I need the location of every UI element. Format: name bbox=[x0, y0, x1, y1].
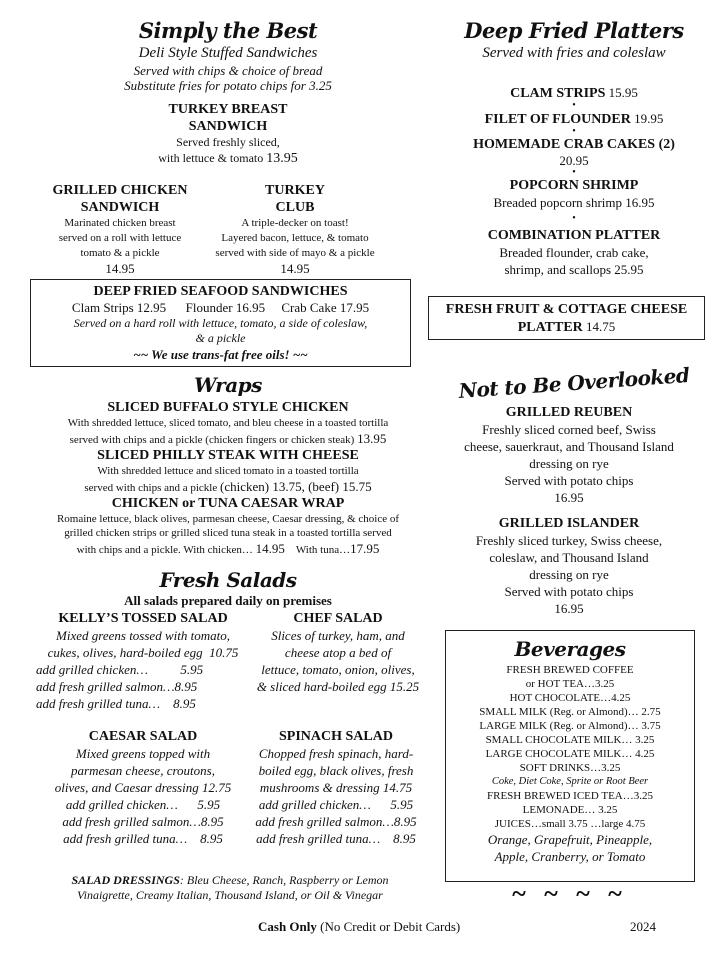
item-price: 14.95 bbox=[105, 261, 135, 276]
salad-caesar bbox=[28, 728, 258, 847]
beverage-line: JUICES…small 3.75 …large 4.75 bbox=[494, 818, 646, 830]
item-description: dressing on rye bbox=[529, 567, 609, 582]
item-desc-price-line bbox=[22, 540, 434, 559]
item-price: 14.95 bbox=[280, 261, 310, 276]
add-on-line: add grilled chicken… 5.95 bbox=[65, 797, 221, 812]
item-name: FRESH FRUIT & COTTAGE CHEESE bbox=[445, 302, 688, 317]
item-name: SPINACH SALAD bbox=[279, 729, 393, 744]
seafood-sandwiches-box bbox=[30, 279, 411, 367]
item-description: Freshly sliced turkey, Swiss cheese, bbox=[475, 533, 663, 548]
beverage-line: LEMONADE… 3.25 bbox=[522, 804, 618, 816]
item-price: (chicken) 13.75, (beef) 15.75 bbox=[220, 479, 372, 494]
item-name: GRILLED CHICKEN bbox=[52, 183, 188, 198]
item-description: Served with potato chips bbox=[504, 473, 634, 488]
item-description: Romaine lettuce, black olives, parmesan cheese, Caesar dressing, & choice of bbox=[56, 513, 400, 525]
item-description: tomato & a pickle bbox=[80, 247, 160, 259]
item-description: Mixed greens topped with bbox=[75, 746, 211, 761]
item-name: SANDWICH bbox=[188, 119, 268, 134]
simply-the-best-title: Simply the Best bbox=[138, 18, 318, 43]
cash-only-detail: (No Credit or Debit Cards) bbox=[316, 919, 461, 934]
item-description: With tuna… bbox=[295, 544, 351, 556]
item-description: lettuce, tomato, onion, olives, bbox=[261, 662, 415, 677]
item-price: 19.95 bbox=[634, 111, 664, 126]
beverage-line: SOFT DRINKS…3.25 bbox=[519, 762, 621, 774]
platter-crab-cakes bbox=[440, 136, 708, 169]
dressings-line bbox=[20, 873, 440, 888]
salad-dressings bbox=[20, 873, 440, 903]
beverage-line: FRESH BREWED ICED TEA…3.25 bbox=[486, 790, 654, 802]
item-description: Mixed greens tossed with tomato, bbox=[56, 628, 230, 643]
beverage-line: or HOT TEA…3.25 bbox=[525, 678, 615, 690]
item-description: Freshly sliced corned beef, Swiss bbox=[482, 422, 656, 437]
add-on-line: add fresh grilled tuna… 8.95 bbox=[63, 831, 223, 846]
add-on-line: add fresh grilled salmon…8.95 bbox=[62, 814, 224, 829]
item-name: POPCORN SHRIMP bbox=[509, 178, 639, 193]
item-description: Layered bacon, lettuce, & tomato bbox=[221, 232, 369, 244]
separator-dot: • bbox=[572, 100, 576, 111]
deep-fried-platters-section bbox=[440, 18, 708, 63]
item-price: 13.95 bbox=[357, 431, 387, 446]
fresh-salads-section bbox=[28, 567, 428, 609]
item-description: grilled chicken strips or grilled sliced tuna steak in a toasted tortilla served bbox=[64, 527, 392, 539]
menu-year: 2024 bbox=[630, 919, 656, 934]
item-description: served on a roll with lettuce bbox=[58, 232, 182, 244]
platter-popcorn-shrimp bbox=[440, 177, 708, 211]
item-name: SANDWICH bbox=[80, 200, 160, 215]
wrap-philly bbox=[28, 447, 428, 496]
separator-dot: • bbox=[572, 213, 576, 224]
salad-kellys-tossed bbox=[28, 610, 258, 712]
seafood-box-title: DEEP FRIED SEAFOOD SANDWICHES bbox=[93, 284, 348, 299]
dressings-label: SALAD DRESSINGS bbox=[71, 873, 180, 887]
item-desc-price-line bbox=[440, 261, 708, 278]
item-price: 25.95 bbox=[614, 262, 644, 277]
item-description: dressing on rye bbox=[529, 456, 609, 471]
beverage-line: FRESH BREWED COFFEE bbox=[506, 664, 634, 676]
item-price: 16.95 bbox=[554, 490, 584, 505]
item-desc-price-line bbox=[28, 431, 428, 448]
platter-combination bbox=[440, 227, 708, 278]
not-to-be-overlooked-title: Not to Be Overlooked bbox=[457, 362, 691, 404]
item-description: cheese, sauerkraut, and Thousand Island bbox=[464, 439, 674, 454]
item-name: SLICED PHILLY STEAK WITH CHEESE bbox=[97, 448, 359, 463]
item-name: KELLY’S TOSSED SALAD bbox=[58, 611, 228, 626]
beverages-title: Beverages bbox=[514, 637, 626, 661]
simply-note-fries: Substitute fries for potato chips for 3.25 bbox=[124, 78, 332, 93]
item-name: HOMEMADE CRAB CAKES (2) bbox=[473, 137, 675, 152]
item-desc-price-line bbox=[28, 479, 428, 496]
item-description: cukes, olives, hard-boiled egg 10.75 bbox=[47, 645, 239, 660]
dressings-list: : Bleu Cheese, Ranch, Raspberry or Lemon bbox=[179, 873, 389, 887]
item-name: CAESAR SALAD bbox=[88, 729, 198, 744]
item-description: parmesan cheese, croutons, bbox=[71, 763, 215, 778]
item-price: 17.95 bbox=[350, 541, 380, 556]
item-description: with lettuce & tomato bbox=[158, 151, 264, 165]
item-name: SLICED BUFFALO STYLE CHICKEN bbox=[107, 400, 349, 415]
beverage-line: SMALL CHOCOLATE MILK… 3.25 bbox=[485, 734, 655, 746]
item-name: CLAM STRIPS bbox=[510, 86, 606, 101]
separator-dot: • bbox=[572, 167, 576, 178]
item-description: served with side of mayo & a pickle bbox=[215, 247, 375, 259]
item-desc-price-line bbox=[440, 194, 708, 211]
salad-spinach bbox=[236, 728, 436, 847]
platters-subtitle: Served with fries and coleslaw bbox=[482, 45, 666, 61]
beverage-line: HOT CHOCOLATE…4.25 bbox=[509, 692, 631, 704]
separator-dot: • bbox=[572, 126, 576, 137]
item-description: Marinated chicken breast bbox=[64, 217, 176, 229]
item-description: shrimp, and scallops bbox=[504, 262, 611, 277]
juice-options: Apple, Cranberry, or Tomato bbox=[494, 849, 646, 864]
dressings-list: Vinaigrette, Creamy Italian, Thousand Island, or Oil & Vinegar bbox=[77, 888, 383, 902]
seafood-box-description: & a pickle bbox=[195, 331, 246, 345]
item-price: 15.95 bbox=[608, 85, 638, 100]
item-description: Breaded flounder, crab cake, bbox=[499, 245, 649, 260]
item-description: With shredded lettuce and sliced tomato in a toasted tortilla bbox=[97, 465, 359, 477]
item-description: & sliced hard-boiled egg 15.25 bbox=[256, 679, 420, 694]
item-price: 16.95 bbox=[554, 601, 584, 616]
soda-options: Coke, Diet Coke, Sprite or Root Beer bbox=[491, 776, 649, 787]
item-name: TURKEY BREAST bbox=[168, 102, 288, 117]
simply-subtitle: Deli Style Stuffed Sandwiches bbox=[138, 45, 318, 61]
fresh-salads-title: Fresh Salads bbox=[159, 568, 297, 592]
item-description: mushrooms & dressing 14.75 bbox=[259, 780, 413, 795]
item-description: served with chips and a pickle bbox=[84, 482, 218, 494]
item-description: A triple-decker on toast! bbox=[241, 217, 349, 229]
wrap-buffalo bbox=[28, 399, 428, 448]
beverage-line: SMALL MILK (Reg. or Almond)… 2.75 bbox=[479, 706, 661, 718]
simply-the-best-section bbox=[28, 18, 428, 93]
add-on-line: add grilled chicken… 5.95 bbox=[258, 797, 414, 812]
item-description: Served freshly sliced, bbox=[176, 135, 280, 149]
item-name: FILET OF FLOUNDER bbox=[484, 112, 631, 127]
salad-chef bbox=[232, 610, 444, 695]
item-price: 16.95 bbox=[625, 195, 655, 210]
simply-note-bread: Served with chips & choice of bread bbox=[133, 63, 323, 78]
item-description: Chopped fresh spinach, hard- bbox=[258, 746, 414, 761]
beverage-list bbox=[446, 663, 694, 831]
menu-item-grilled-reuben bbox=[440, 404, 698, 506]
trans-fat-notice: ~~ We use trans-fat free oils! ~~ bbox=[133, 347, 308, 362]
wrap-caesar bbox=[22, 495, 434, 559]
menu-item-turkey-club bbox=[200, 182, 390, 276]
add-on-line: add fresh grilled salmon…8.95 bbox=[36, 679, 198, 694]
item-price: 14.95 bbox=[255, 541, 285, 556]
seafood-box-items: Clam Strips 12.95 Flounder 16.95 Crab Cake 17.95 bbox=[71, 300, 370, 315]
item-name: PLATTER bbox=[517, 320, 583, 335]
item-name: CHEF SALAD bbox=[293, 611, 383, 626]
wraps-section bbox=[28, 373, 428, 398]
menu-item-grilled-chicken bbox=[30, 182, 210, 276]
menu-item-turkey-breast bbox=[28, 101, 428, 167]
item-desc-price-line bbox=[28, 150, 428, 167]
item-name: CLUB bbox=[275, 200, 315, 215]
beverages-box bbox=[445, 630, 695, 882]
item-description: coleslaw, and Thousand Island bbox=[489, 550, 649, 565]
item-description: With shredded lettuce, sliced tomato, and bleu cheese in a toasted tortilla bbox=[67, 417, 389, 429]
item-price: 20.95 bbox=[559, 153, 589, 168]
cash-only-label: Cash Only bbox=[258, 919, 317, 934]
item-name: COMBINATION PLATTER bbox=[487, 228, 661, 243]
wraps-title: Wraps bbox=[194, 373, 262, 397]
decorative-tilde: ~ ~ ~ ~ bbox=[512, 879, 628, 908]
item-description: served with chips and a pickle (chicken fingers or chicken steak) bbox=[69, 434, 355, 446]
item-price: 13.95 bbox=[266, 151, 298, 166]
item-description: olives, and Caesar dressing 12.75 bbox=[54, 780, 232, 795]
item-price: 14.75 bbox=[586, 319, 616, 334]
item-description: cheese atop a bed of bbox=[284, 645, 392, 660]
item-description: boiled egg, black olives, fresh bbox=[258, 763, 414, 778]
add-on-line: add grilled chicken… 5.95 bbox=[36, 662, 204, 677]
item-name: CHICKEN or TUNA CAESAR WRAP bbox=[111, 496, 345, 511]
deep-fried-platters-title: Deep Fried Platters bbox=[464, 18, 684, 43]
item-name: GRILLED REUBEN bbox=[505, 405, 633, 420]
item-name: TURKEY bbox=[265, 183, 325, 198]
seafood-box-description: Served on a hard roll with lettuce, tomato, a side of coleslaw, bbox=[73, 316, 368, 330]
fruit-platter-box bbox=[428, 296, 705, 340]
menu-item-grilled-islander bbox=[440, 515, 698, 617]
payment-note bbox=[258, 918, 460, 935]
add-on-line: add fresh grilled tuna… 8.95 bbox=[256, 831, 416, 846]
item-name: GRILLED ISLANDER bbox=[498, 516, 640, 531]
add-on-line: add fresh grilled tuna… 8.95 bbox=[36, 696, 196, 711]
item-description: Served with potato chips bbox=[504, 584, 634, 599]
add-on-line: add fresh grilled salmon…8.95 bbox=[255, 814, 417, 829]
beverage-line: LARGE MILK (Reg. or Almond)… 3.75 bbox=[479, 720, 661, 732]
item-description: with chips and a pickle. With chicken… bbox=[76, 544, 253, 556]
juice-options: Orange, Grapefruit, Pineapple, bbox=[487, 832, 653, 847]
platters-list bbox=[440, 84, 708, 278]
salads-note: All salads prepared daily on premises bbox=[124, 593, 332, 608]
item-description: Slices of turkey, ham, and bbox=[271, 628, 405, 643]
item-name-price-line bbox=[429, 318, 704, 336]
beverage-line: LARGE CHOCOLATE MILK… 4.25 bbox=[485, 748, 655, 760]
item-description: Breaded popcorn shrimp bbox=[493, 195, 623, 210]
not-to-be-overlooked-section bbox=[440, 362, 708, 404]
